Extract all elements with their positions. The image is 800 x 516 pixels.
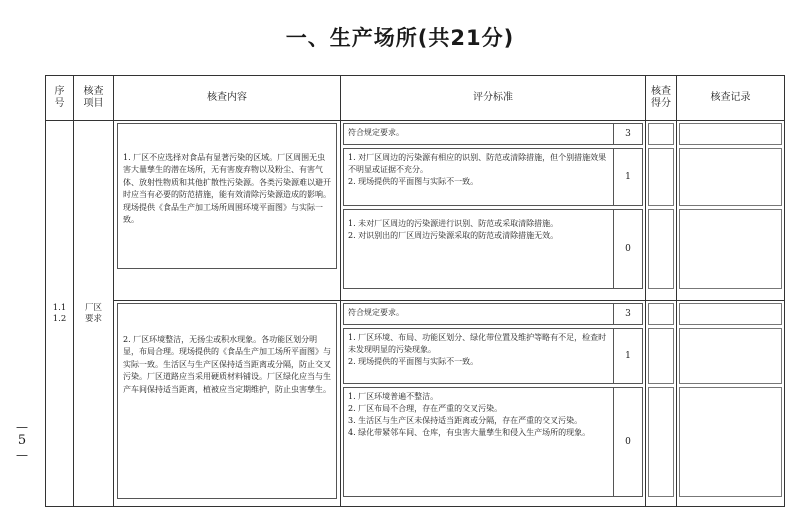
page-title: 一、生产场所(共21分) [285,26,515,50]
score-value: 1 [613,329,642,383]
content-text-2: 2. 厂区环境整洁，无扬尘或积水现象。各功能区划分明显，布局合理。现场提供的《食品生产加工场所平面图》与实际一致。生活区与生产区保持适当距离或分隔，防止交叉污染。厂区道路应当采用硬质材料铺设。厂区绿化应当与生产车间保持适当距离，植被应当定期维护，防止虫害孳生。 [117,303,337,499]
standard-option: 1. 厂区环境普遍不整洁。 2. 厂区布局不合理，存在严重的交叉污染。 3. 生活区与生产区未保持适当距离或分隔，存在严重的交叉污染。 4. 绿化带紧邻车间、仓库，有虫害大量孳生和侵入生产场所的现象。 0 [343,387,643,497]
header-content: 核查内容 [114,76,341,121]
header-item: 核查 项目 [74,76,114,121]
score-value: 1 [613,149,642,205]
content-cell-2 [114,301,341,507]
page-number-value: 5 [17,433,27,448]
score-value: 0 [613,210,642,288]
standard-option: 符合规定要求。 3 [343,303,643,325]
standard-option: 1. 未对厂区周边的污染源进行识别、防范或采取清除措施。 2. 对识别出的厂区周边污染源采取的防范或清除措施无效。 0 [343,209,643,289]
table-row [46,121,785,301]
content-text-1: 1. 厂区不应选择对食品有显著污染的区域。厂区周围无虫害大量孳生的潜在场所，无有害废弃物以及粉尘、有害气体、放射性物质和其他扩散性污染源。各类污染源难以避开时应当有必要的防范措施，能有效清除污染源造成的影响。现场提供《食品生产加工场所周围环境平面图》与实际一致。 [117,123,337,269]
inspection-table [45,75,785,507]
header-standard: 评分标准 [341,76,646,121]
record-input-cell-2[interactable] [677,301,785,507]
standard-cell-2 [341,301,646,507]
standard-option: 1. 对厂区周边的污染源有相应的识别、防范或清除措施，但个别措施效果不明显或证据不充分。 2. 现场提供的平面图与实际不一致。 1 [343,148,643,206]
record-input-cell-1[interactable] [677,121,785,301]
table-row [46,301,785,507]
score-value: 0 [613,388,642,496]
header-score: 核查 得分 [646,76,677,121]
table-header-row [46,76,785,121]
score-input-cell-1[interactable] [646,121,677,301]
page-number [14,420,30,462]
standard-option: 1. 厂区环境、布局、功能区划分、绿化带位置及维护等略有不足，检查时未发现明显的污染现象。 2. 现场提供的平面图与实际不一致。 1 [343,328,643,384]
header-record: 核查记录 [677,76,785,121]
score-value: 3 [613,304,642,324]
content-cell-1 [114,121,341,301]
item-cell: 厂区 要求 [74,121,114,507]
page-number-dash-top: — [16,420,28,434]
header-seq: 序 号 [46,76,74,121]
score-input-cell-2[interactable] [646,301,677,507]
page-number-dash-bottom: — [16,448,28,462]
score-value: 3 [613,124,642,144]
seq-cell: 1.1 1.2 [46,121,74,507]
standard-option: 符合规定要求。 3 [343,123,643,145]
standard-cell-1 [341,121,646,301]
